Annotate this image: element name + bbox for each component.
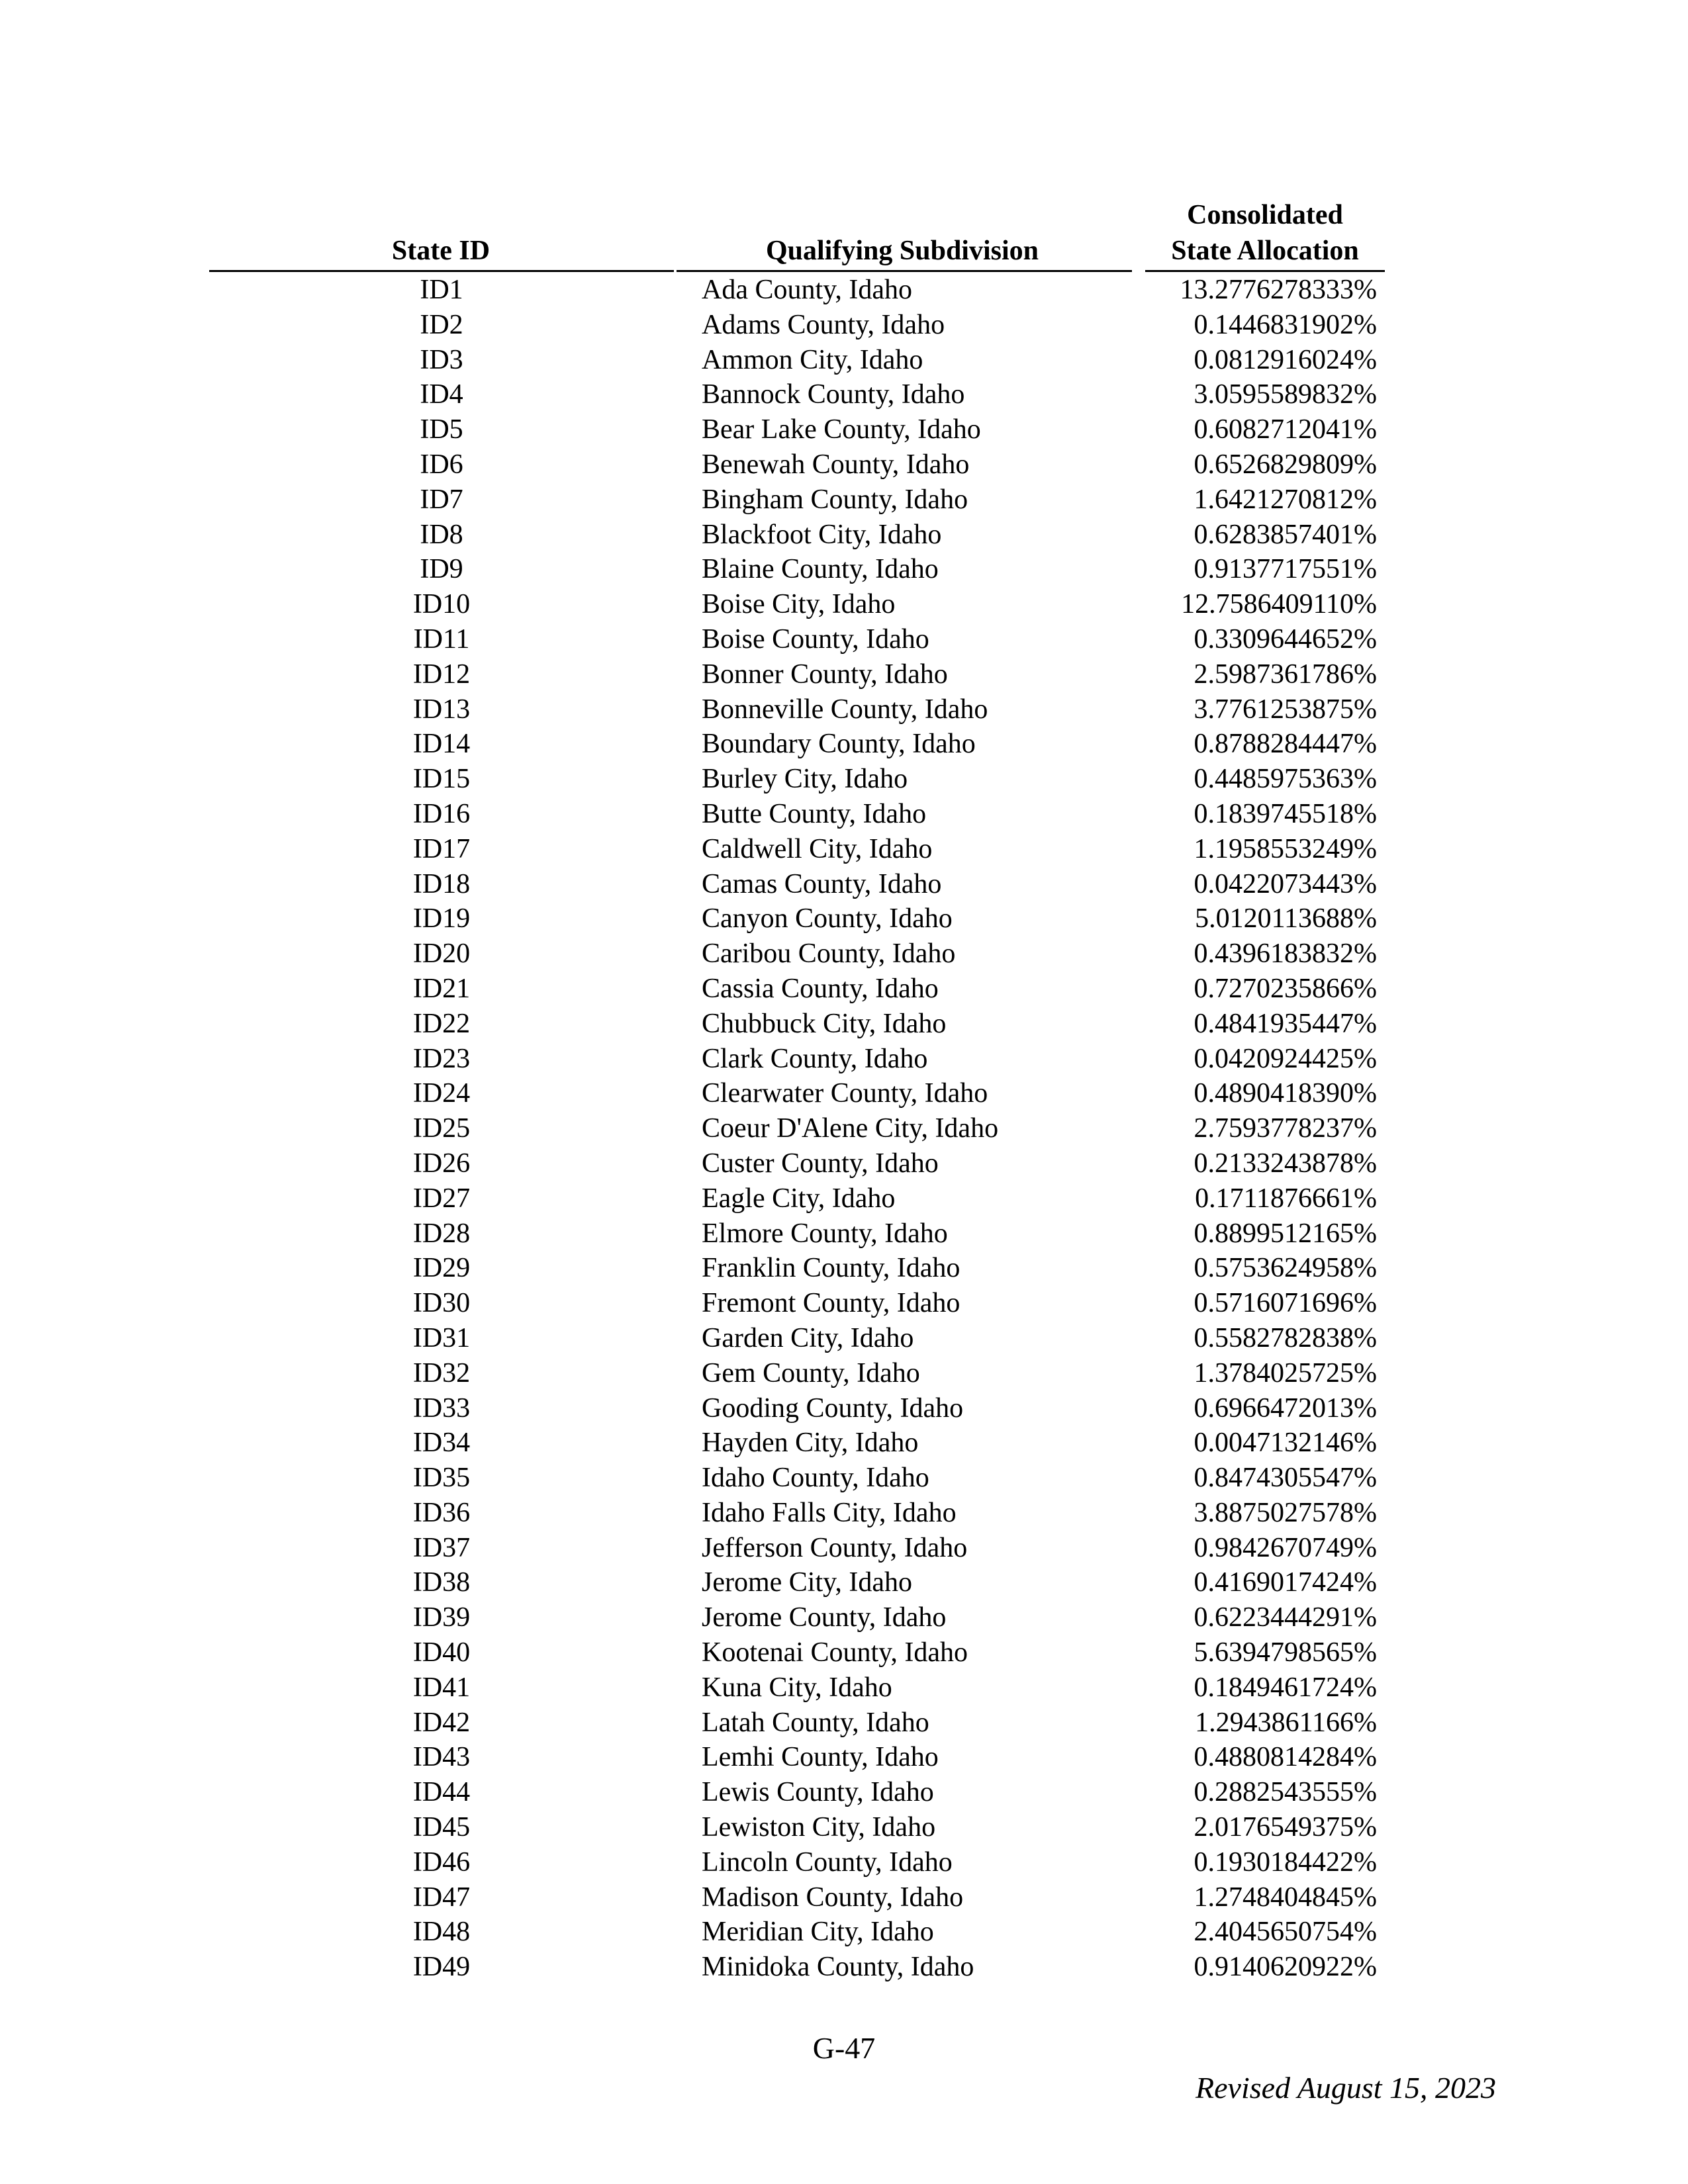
table-row (0, 482, 1688, 518)
cell-allocation: 2.0176549375% (1194, 1812, 1377, 1843)
cell-allocation: 1.3784025725% (1194, 1357, 1377, 1388)
cell-subdivision: Boise City, Idaho (702, 589, 896, 620)
cell-subdivision: Hayden City, Idaho (702, 1428, 919, 1459)
cell-allocation: 0.2882543555% (1194, 1777, 1377, 1808)
cell-subdivision: Ada County, Idaho (702, 275, 913, 305)
cell-allocation: 0.0420924425% (1194, 1043, 1377, 1074)
table-row (0, 1670, 1688, 1706)
cell-allocation: 0.6283857401% (1194, 519, 1377, 550)
table-row (0, 1146, 1688, 1181)
table-row (0, 692, 1688, 727)
cell-allocation: 0.6526829809% (1194, 449, 1377, 480)
cell-allocation: 0.9140620922% (1194, 1952, 1377, 1983)
table-row (0, 727, 1688, 762)
cell-subdivision: Kuna City, Idaho (702, 1672, 892, 1703)
table-row (0, 1181, 1688, 1216)
cell-subdivision: Bonneville County, Idaho (702, 694, 988, 725)
cell-state-id: ID23 (412, 1043, 471, 1074)
cell-state-id: ID42 (412, 1707, 471, 1738)
table-header (0, 0, 1688, 271)
cell-state-id: ID5 (420, 414, 463, 445)
table-row (0, 762, 1688, 797)
cell-allocation: 0.8474305547% (1194, 1463, 1377, 1494)
cell-subdivision: Idaho Falls City, Idaho (702, 1497, 957, 1528)
cell-allocation: 1.2748404845% (1194, 1882, 1377, 1913)
cell-state-id: ID10 (412, 589, 471, 620)
cell-allocation: 1.1958553249% (1194, 833, 1377, 864)
table-row (0, 1111, 1688, 1146)
cell-allocation: 2.4045650754% (1194, 1917, 1377, 1948)
table-row (0, 552, 1688, 587)
cell-state-id: ID32 (412, 1357, 471, 1388)
cell-subdivision: Kootenai County, Idaho (702, 1637, 968, 1668)
revised-date: Revised August 15, 2023 (1196, 2071, 1496, 2105)
cell-subdivision: Franklin County, Idaho (702, 1253, 961, 1284)
cell-state-id: ID43 (412, 1742, 471, 1773)
cell-state-id: ID35 (412, 1463, 471, 1494)
cell-allocation: 0.5582782838% (1194, 1322, 1377, 1353)
header-consolidated-state-allocation (1129, 197, 1401, 269)
table-row (0, 1565, 1688, 1600)
cell-subdivision: Butte County, Idaho (702, 798, 927, 829)
table-row (0, 1076, 1688, 1111)
cell-allocation: 0.5716071696% (1194, 1288, 1377, 1319)
cell-allocation: 0.5753624958% (1194, 1253, 1377, 1284)
cell-subdivision: Idaho County, Idaho (702, 1463, 929, 1494)
cell-subdivision: Lewiston City, Idaho (702, 1812, 936, 1843)
table-row (0, 1635, 1688, 1670)
table-row (0, 622, 1688, 657)
table-row (0, 1391, 1688, 1426)
table-row (0, 447, 1688, 482)
cell-state-id: ID15 (412, 764, 471, 795)
cell-state-id: ID30 (412, 1288, 471, 1319)
cell-state-id: ID21 (412, 973, 471, 1004)
cell-subdivision: Lincoln County, Idaho (702, 1846, 953, 1878)
cell-allocation: 0.6966472013% (1194, 1392, 1377, 1424)
cell-allocation: 3.0595589832% (1194, 379, 1377, 410)
cell-subdivision: Benewah County, Idaho (702, 449, 970, 480)
cell-state-id: ID2 (420, 309, 463, 340)
cell-subdivision: Gooding County, Idaho (702, 1392, 964, 1424)
cell-allocation: 0.1839745518% (1194, 798, 1377, 829)
cell-state-id: ID16 (412, 798, 471, 829)
table-row (0, 1251, 1688, 1286)
cell-state-id: ID49 (412, 1952, 471, 1983)
table-row (0, 1915, 1688, 1950)
header-allocation-line1: Consolidated (1187, 200, 1343, 230)
cell-subdivision: Bingham County, Idaho (702, 484, 968, 515)
cell-allocation: 3.7761253875% (1194, 694, 1377, 725)
cell-allocation: 0.4880814284% (1194, 1742, 1377, 1773)
cell-subdivision: Custer County, Idaho (702, 1148, 939, 1179)
cell-state-id: ID20 (412, 938, 471, 970)
cell-state-id: ID46 (412, 1846, 471, 1878)
cell-state-id: ID36 (412, 1497, 471, 1528)
table-row (0, 343, 1688, 378)
cell-allocation: 0.1446831902% (1194, 309, 1377, 340)
cell-allocation: 0.8899512165% (1194, 1218, 1377, 1249)
cell-subdivision: Latah County, Idaho (702, 1707, 929, 1738)
cell-allocation: 1.2943861166% (1195, 1707, 1377, 1738)
table-row (0, 518, 1688, 553)
cell-allocation: 0.9137717551% (1194, 554, 1377, 585)
cell-allocation: 2.7593778237% (1194, 1113, 1377, 1144)
table-row (0, 1845, 1688, 1880)
cell-subdivision: Blaine County, Idaho (702, 554, 939, 585)
table-row (0, 1810, 1688, 1845)
table-row (0, 1880, 1688, 1915)
cell-allocation: 0.1930184422% (1194, 1846, 1377, 1878)
table-row (0, 936, 1688, 972)
cell-state-id: ID18 (412, 868, 471, 899)
cell-allocation: 0.4890418390% (1194, 1078, 1377, 1109)
cell-state-id: ID28 (412, 1218, 471, 1249)
table-row (0, 1706, 1688, 1741)
table-row (0, 412, 1688, 447)
cell-state-id: ID39 (412, 1602, 471, 1633)
cell-subdivision: Garden City, Idaho (702, 1322, 914, 1353)
cell-state-id: ID17 (412, 833, 471, 864)
cell-allocation: 0.0422073443% (1194, 868, 1377, 899)
cell-allocation: 13.2776278333% (1180, 275, 1377, 305)
header-underline-allocation (1145, 270, 1385, 272)
cell-state-id: ID19 (412, 903, 471, 934)
cell-subdivision: Caldwell City, Idaho (702, 833, 933, 864)
cell-state-id: ID41 (412, 1672, 471, 1703)
header-qualifying-subdivision: Qualifying Subdivision (765, 236, 1039, 266)
table-body (0, 273, 1688, 1985)
table-row (0, 657, 1688, 692)
cell-allocation: 0.4169017424% (1194, 1567, 1377, 1598)
table-row (0, 797, 1688, 832)
table-row (0, 1042, 1688, 1077)
cell-allocation: 0.3309644652% (1194, 623, 1377, 655)
table-row (0, 1286, 1688, 1321)
cell-allocation: 2.5987361786% (1194, 659, 1377, 690)
cell-subdivision: Lewis County, Idaho (702, 1777, 934, 1808)
table-row (0, 1321, 1688, 1356)
table-row (0, 377, 1688, 412)
cell-allocation: 3.8875027578% (1194, 1497, 1377, 1528)
cell-subdivision: Boise County, Idaho (702, 623, 929, 655)
table-row (0, 587, 1688, 622)
cell-subdivision: Burley City, Idaho (702, 764, 908, 795)
cell-subdivision: Bonner County, Idaho (702, 659, 948, 690)
cell-subdivision: Boundary County, Idaho (702, 729, 976, 760)
cell-subdivision: Madison County, Idaho (702, 1882, 964, 1913)
cell-state-id: ID26 (412, 1148, 471, 1179)
cell-subdivision: Bear Lake County, Idaho (702, 414, 981, 445)
cell-subdivision: Cassia County, Idaho (702, 973, 939, 1004)
cell-subdivision: Meridian City, Idaho (702, 1917, 934, 1948)
cell-subdivision: Clark County, Idaho (702, 1043, 928, 1074)
cell-subdivision: Fremont County, Idaho (702, 1288, 961, 1319)
table-row (0, 1496, 1688, 1531)
cell-state-id: ID1 (420, 275, 463, 305)
cell-state-id: ID9 (420, 554, 463, 585)
cell-state-id: ID31 (412, 1322, 471, 1353)
cell-subdivision: Jerome City, Idaho (702, 1567, 913, 1598)
table-row (0, 1007, 1688, 1042)
cell-allocation: 0.0812916024% (1194, 344, 1377, 375)
cell-state-id: ID4 (420, 379, 463, 410)
table-row (0, 832, 1688, 867)
cell-subdivision: Lemhi County, Idaho (702, 1742, 939, 1773)
cell-subdivision: Blackfoot City, Idaho (702, 519, 942, 550)
header-allocation-line2: State Allocation (1171, 236, 1359, 266)
cell-subdivision: Bannock County, Idaho (702, 379, 965, 410)
cell-allocation: 5.6394798565% (1194, 1637, 1377, 1668)
cell-allocation: 0.6223444291% (1194, 1602, 1377, 1633)
table-row (0, 1740, 1688, 1775)
table-row (0, 1600, 1688, 1635)
cell-allocation: 0.8788284447% (1194, 729, 1377, 760)
cell-state-id: ID33 (412, 1392, 471, 1424)
cell-state-id: ID22 (412, 1008, 471, 1039)
cell-subdivision: Camas County, Idaho (702, 868, 942, 899)
cell-allocation: 0.1711876661% (1195, 1183, 1377, 1214)
header-underline-subdivision (677, 270, 1132, 272)
cell-allocation: 0.7270235866% (1194, 973, 1377, 1004)
cell-subdivision: Jefferson County, Idaho (702, 1532, 968, 1563)
cell-subdivision: Caribou County, Idaho (702, 938, 956, 970)
cell-subdivision: Gem County, Idaho (702, 1357, 920, 1388)
cell-state-id: ID12 (412, 659, 471, 690)
cell-state-id: ID14 (412, 729, 471, 760)
cell-state-id: ID7 (420, 484, 463, 515)
cell-state-id: ID47 (412, 1882, 471, 1913)
page-number: G-47 (812, 2031, 876, 2065)
cell-allocation: 1.6421270812% (1194, 484, 1377, 515)
cell-subdivision: Chubbuck City, Idaho (702, 1008, 947, 1039)
table-row (0, 1775, 1688, 1810)
table-row (0, 273, 1688, 308)
cell-allocation: 0.9842670749% (1194, 1532, 1377, 1563)
cell-state-id: ID25 (412, 1113, 471, 1144)
cell-subdivision: Ammon City, Idaho (702, 344, 923, 375)
cell-allocation: 5.0120113688% (1195, 903, 1377, 934)
table-row (0, 1531, 1688, 1566)
cell-allocation: 0.6082712041% (1194, 414, 1377, 445)
cell-state-id: ID13 (412, 694, 471, 725)
cell-state-id: ID24 (412, 1078, 471, 1109)
cell-subdivision: Canyon County, Idaho (702, 903, 953, 934)
cell-state-id: ID37 (412, 1532, 471, 1563)
cell-state-id: ID11 (413, 623, 470, 655)
header-state-id: State ID (391, 236, 491, 266)
cell-allocation: 0.4841935447% (1194, 1008, 1377, 1039)
cell-subdivision: Minidoka County, Idaho (702, 1952, 974, 1983)
table-row (0, 1426, 1688, 1461)
cell-subdivision: Clearwater County, Idaho (702, 1078, 988, 1109)
cell-subdivision: Jerome County, Idaho (702, 1602, 947, 1633)
cell-state-id: ID48 (412, 1917, 471, 1948)
table-row (0, 1356, 1688, 1391)
table-row (0, 867, 1688, 902)
cell-state-id: ID29 (412, 1253, 471, 1284)
table-row (0, 901, 1688, 936)
cell-allocation: 0.4485975363% (1194, 764, 1377, 795)
cell-state-id: ID6 (420, 449, 463, 480)
table-row (0, 972, 1688, 1007)
cell-state-id: ID8 (420, 519, 463, 550)
cell-subdivision: Elmore County, Idaho (702, 1218, 948, 1249)
cell-state-id: ID38 (412, 1567, 471, 1598)
cell-state-id: ID27 (412, 1183, 471, 1214)
table-row (0, 1461, 1688, 1496)
cell-state-id: ID34 (412, 1428, 471, 1459)
cell-allocation: 0.4396183832% (1194, 938, 1377, 970)
cell-state-id: ID3 (420, 344, 463, 375)
table-row (0, 1216, 1688, 1251)
cell-state-id: ID40 (412, 1637, 471, 1668)
table-row (0, 308, 1688, 343)
cell-allocation: 0.0047132146% (1194, 1428, 1377, 1459)
cell-state-id: ID45 (412, 1812, 471, 1843)
cell-state-id: ID44 (412, 1777, 471, 1808)
cell-subdivision: Coeur D'Alene City, Idaho (702, 1113, 999, 1144)
cell-allocation: 0.2133243878% (1194, 1148, 1377, 1179)
table-row (0, 1950, 1688, 1985)
cell-allocation: 12.7586409110% (1181, 589, 1377, 620)
cell-subdivision: Adams County, Idaho (702, 309, 945, 340)
header-underline-state-id (209, 270, 674, 272)
cell-allocation: 0.1849461724% (1194, 1672, 1377, 1703)
cell-subdivision: Eagle City, Idaho (702, 1183, 896, 1214)
